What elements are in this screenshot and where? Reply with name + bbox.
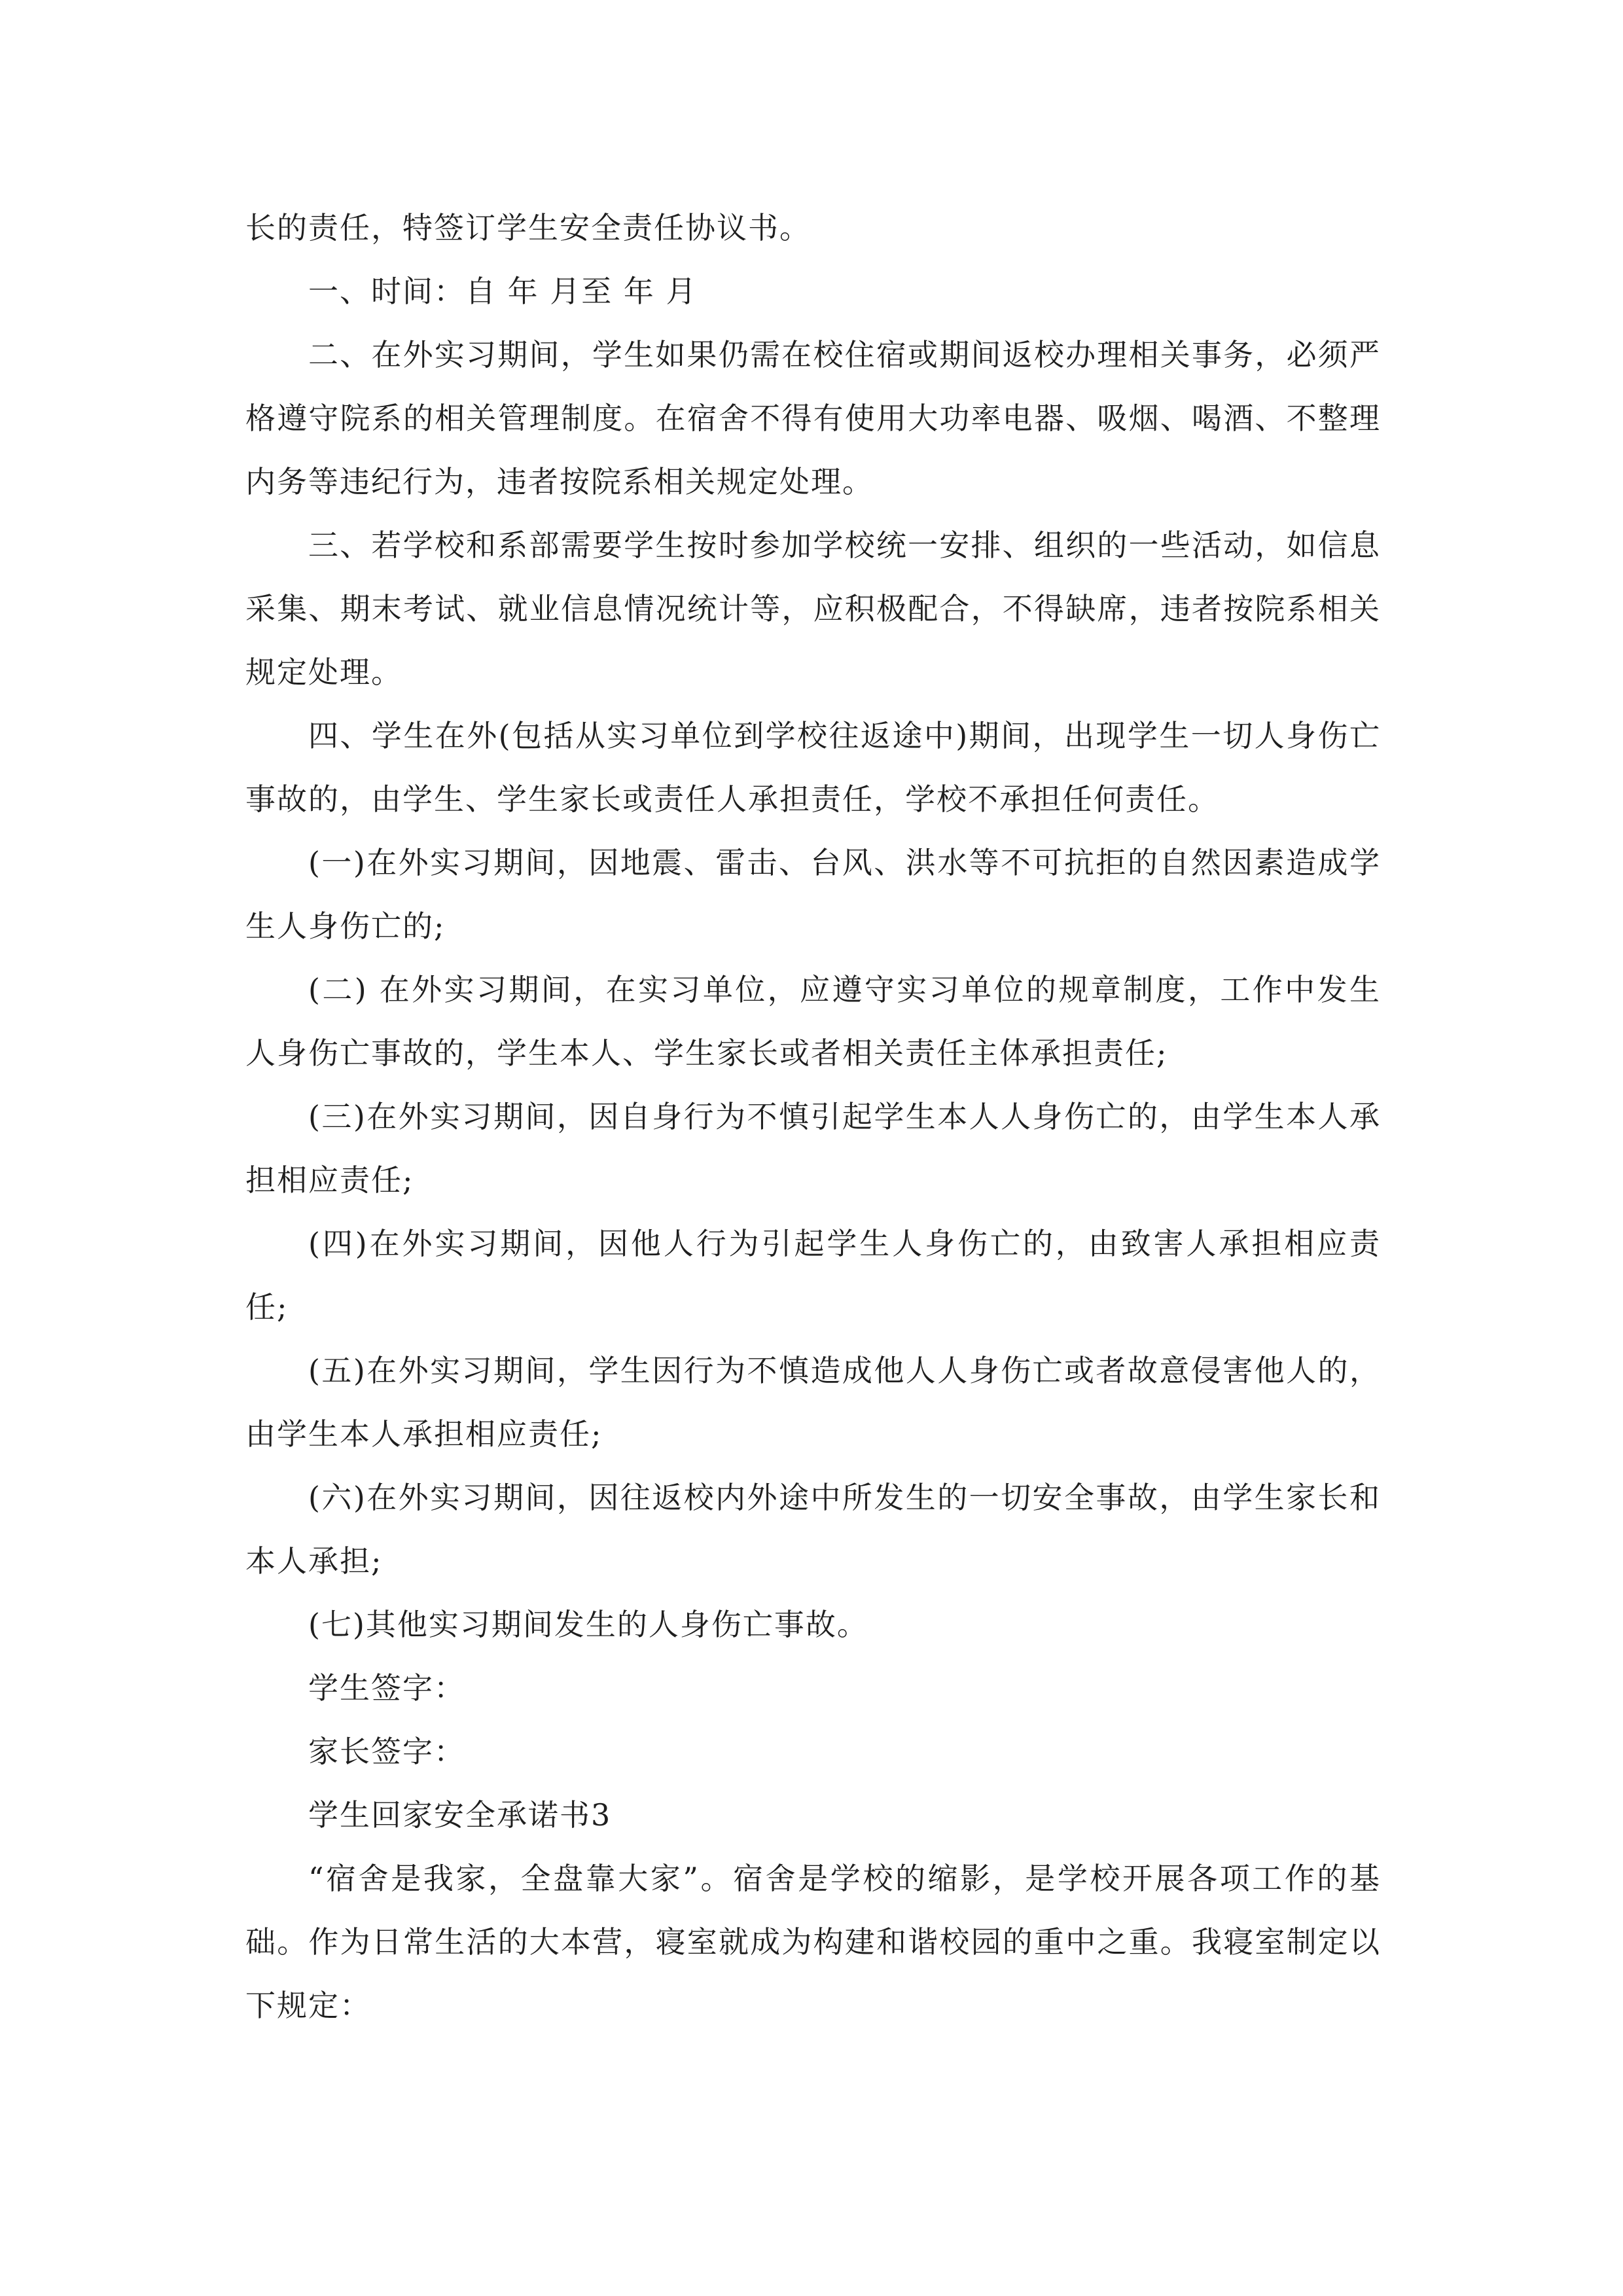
paragraph-section-4-liability: 四、学生在外(包括从实习单位到学校往返途中)期间，出现学生一切人身伤亡事故的，由学生、学生家长或责任人承担责任，学校不承担任何责任。 [245,718,1381,817]
paragraph-item-3: (三)在外实习期间，因自身行为不慎引起学生本人人身伤亡的，由学生本人承担相应责任; [245,1099,1381,1198]
paragraph-item-5: (五)在外实习期间，学生因行为不慎造成他人人身伤亡或者故意侵害他人的，由学生本人承担相应责任; [245,1353,1381,1452]
paragraph-item-1: (一)在外实习期间，因地震、雷击、台风、洪水等不可抗拒的自然因素造成学生人身伤亡的; [245,845,1381,944]
document-body [245,196,1381,2037]
paragraph-item-4: (四)在外实习期间，因他人行为引起学生人身伤亡的，由致害人承担相应责任; [245,1226,1381,1325]
paragraph-section-1-time: 一、时间：自 年 月至 年 月 [308,274,698,309]
paragraph-section-3-activities: 三、若学校和系部需要学生按时参加学校统一安排、组织的一些活动，如信息采集、期末考试、就业信息情况统计等，应积极配合，不得缺席，违者按院系相关规定处理。 [245,528,1381,690]
parent-signature-line: 家长签字： [308,1734,465,1769]
student-signature-line: 学生签字： [308,1670,465,1706]
paragraph-item-7: (七)其他实习期间发生的人身伤亡事故。 [308,1607,868,1642]
paragraph-section-2-dormitory: 二、在外实习期间，学生如果仍需在校住宿或期间返校办理相关事务，必须严格遵守院系的相关管理制度。在宿舍不得有使用大功率电器、吸烟、喝酒、不整理内务等违纪行为，违者按院系相关规定处理。 [245,337,1381,499]
paragraph-item-6: (六)在外实习期间，因往返校内外途中所发生的一切安全事故，由学生家长和本人承担; [245,1480,1381,1579]
paragraph-agreement-intro: 长的责任，特签订学生安全责任协议书。 [245,210,811,245]
section-heading: 学生回家安全承诺书3 [308,1797,612,1833]
paragraph-item-2: (二) 在外实习期间，在实习单位，应遵守实习单位的规章制度，工作中发生人身伤亡事故的，学生本人、学生家长或者相关责任主体承担责任; [245,972,1381,1071]
paragraph-dormitory-intro: “宿舍是我家，全盘靠大家”。宿舍是学校的缩影，是学校开展各项工作的基础。作为日常生活的大本营，寝室就成为构建和谐校园的重中之重。我寝室制定以下规定： [245,1861,1381,2023]
